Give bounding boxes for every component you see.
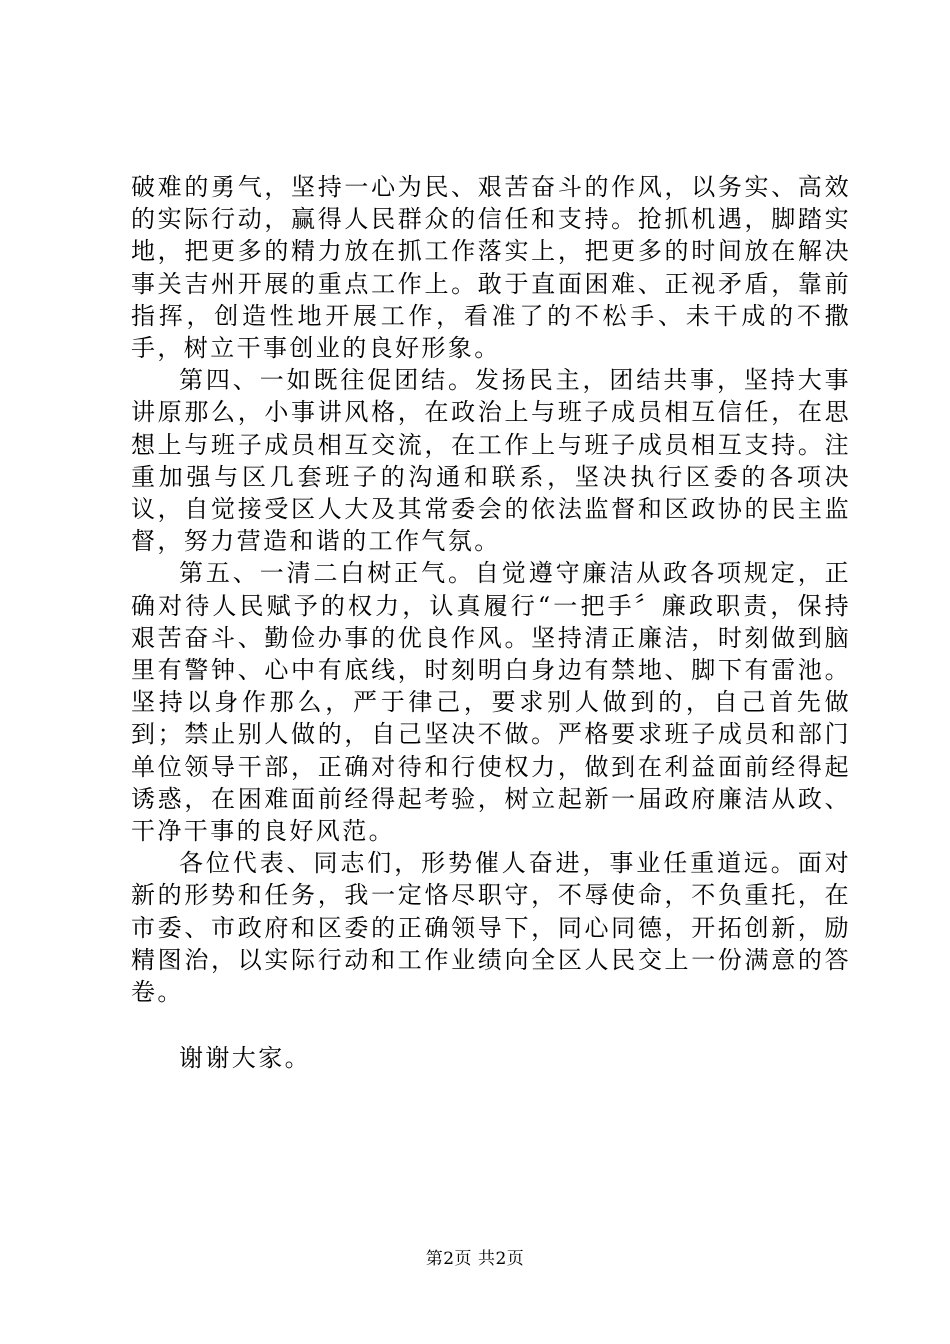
document-body	[131, 171, 851, 1008]
paragraph-point-four: 第四、一如既往促团结。发扬民主，团结共事，坚持大事讲原那么，小事讲风格，在政治上与班子成员相互信任，在思想上与班子成员相互交流，在工作上与班子成员相互支持。注重加强与区几套班子的沟通和联系，坚决执行区委的各项决议，自觉接受区人大及其常委会的依法监督和区政协的民主监督，努力营造和谐的工作气氛。	[131, 366, 851, 556]
closing-remark: 谢谢大家。	[179, 1044, 311, 1072]
paragraph-conclusion: 各位代表、同志们，形势催人奋进，事业任重道远。面对新的形势和任务，我一定恪尽职守，不辱使命，不负重托，在市委、市政府和区委的正确领导下，同心同德，开拓创新，励精图治，以实际行动和工作业绩向全区人民交上一份满意的答卷。	[131, 849, 851, 1007]
paragraph-continuation: 破难的勇气，坚持一心为民、艰苦奋斗的作风，以务实、高效的实际行动，赢得人民群众的信任和支持。抢抓机遇，脚踏实地，把更多的精力放在抓工作落实上，把更多的时间放在解决事关吉州开展的重点工作上。敢于直面困难、正视矛盾，靠前指挥，创造性地开展工作，看准了的不松手、未干成的不撒手，树立干事创业的良好形象。	[131, 173, 851, 363]
paragraph-point-five: 第五、一清二白树正气。自觉遵守廉洁从政各项规定，正确对待人民赋予的权力，认真履行“一把手〞廉政职责，保持艰苦奋斗、勤俭办事的优良作风。坚持清正廉洁，时刻做到脑里有警钟、心中有底线，时刻明白身边有禁地、脚下有雷池。坚持以身作那么，严于律己，要求别人做到的，自己首先做到；禁止别人做的，自己坚决不做。严格要求班子成员和部门单位领导干部，正确对待和行使权力，做到在利益面前经得起诱惑，在困难面前经得起考验，树立起新一届政府廉洁从政、干净干事的良好风范。	[131, 559, 851, 846]
page-footer: 第2页 共2页	[425, 1249, 525, 1269]
